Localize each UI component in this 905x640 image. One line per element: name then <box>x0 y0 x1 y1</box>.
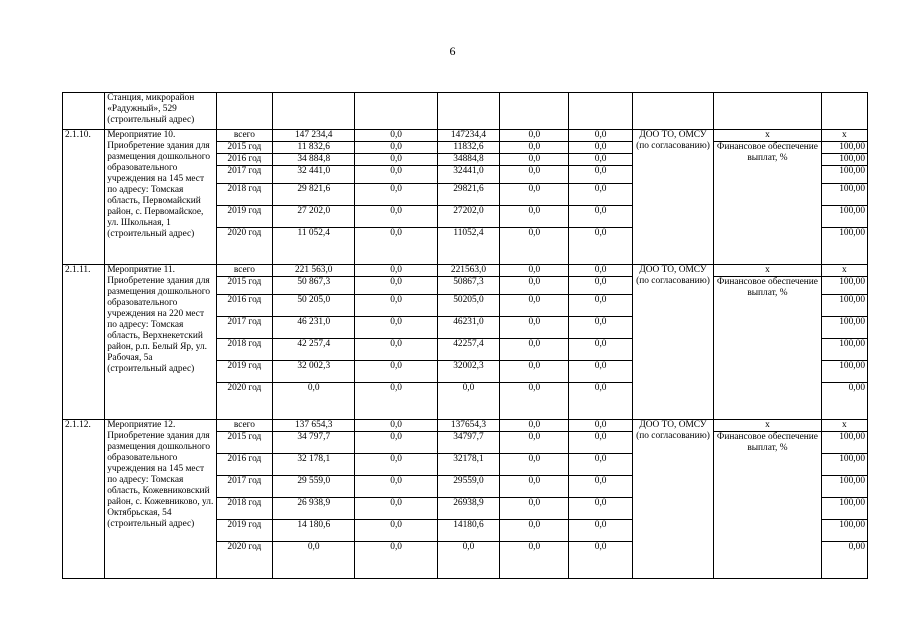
cell-total: 42 257,4 <box>273 339 355 361</box>
cell-col1: 0,0 <box>355 542 437 579</box>
cell-description: Мероприятие 10. Приобретение здания для размещения дошкольного образовательного учреждения на 145 мест по адресу: Томская область, Первомайский район, с. Первомайское, ул. Школьная, 1 (строительный адрес) <box>105 130 217 265</box>
cell-period: 2020 год <box>216 542 272 579</box>
cell-indicator-name: Финансовое обеспечение выплат, % <box>714 432 822 579</box>
cell-value: 100,00 <box>821 498 867 520</box>
cell-total: 32 178,1 <box>273 454 355 476</box>
cell-value: 100,00 <box>821 277 867 295</box>
cell-col1: 0,0 <box>355 228 437 265</box>
cell-total: 46 231,0 <box>273 317 355 339</box>
cell-col4: 0,0 <box>569 154 632 166</box>
cell-period: 2020 год <box>216 383 272 420</box>
cell-indicator-top: x <box>714 265 822 277</box>
cell-period: 2015 год <box>216 142 272 154</box>
cell-value: 100,00 <box>821 184 867 206</box>
page-number: 6 <box>449 44 456 58</box>
cell-col4: 0,0 <box>569 454 632 476</box>
cell-period: 2017 год <box>216 476 272 498</box>
cell-period: всего <box>216 265 272 277</box>
cell-period: 2019 год <box>216 206 272 228</box>
cell-value: 100,00 <box>821 154 867 166</box>
cell-description: Мероприятие 11. Приобретение здания для размещения дошкольного образовательного учреждения на 220 мест по адресу: Томская область, Верхнекетский район, р.п. Белый Яр, ул. Рабочая, 5а (строительный адрес) <box>105 265 217 420</box>
cell-period: 2019 год <box>216 361 272 383</box>
cell-col4: 0,0 <box>569 432 632 454</box>
cell-total: 14 180,6 <box>273 520 355 542</box>
cell-col2: 27202,0 <box>437 206 499 228</box>
cell-num: 2.1.12. <box>63 420 105 579</box>
cell-col4: 0,0 <box>569 130 632 142</box>
cell-col4: 0,0 <box>569 277 632 295</box>
table-body <box>63 93 868 579</box>
cell-total: 137 654,3 <box>273 420 355 432</box>
cell-col3: 0,0 <box>500 432 569 454</box>
cell-period: 2016 год <box>216 154 272 166</box>
cell-total: 29 559,0 <box>273 476 355 498</box>
cell-col3: 0,0 <box>500 476 569 498</box>
cell-description: Мероприятие 12. Приобретение здания для размещения дошкольного образовательного учреждения на 145 мест по адресу: Томская область, Кожевниковский район, с. Кожевниково, ул. Октябрьская, 54 (строительный адрес) <box>105 420 217 579</box>
cell-col4: 0,0 <box>569 295 632 317</box>
cell-total: 221 563,0 <box>273 265 355 277</box>
cell-col3: 0,0 <box>500 184 569 206</box>
cell-period: 2018 год <box>216 184 272 206</box>
carryover-row <box>63 93 868 130</box>
cell-num <box>63 93 105 130</box>
cell-period: 2016 год <box>216 454 272 476</box>
table-row <box>63 130 868 142</box>
cell-col2: 11832,6 <box>437 142 499 154</box>
cell-total: 32 441,0 <box>273 166 355 184</box>
cell-num: 2.1.11. <box>63 265 105 420</box>
cell-period: 2020 год <box>216 228 272 265</box>
cell-col4: 0,0 <box>569 383 632 420</box>
cell-col3: 0,0 <box>500 498 569 520</box>
cell-col2: 11052,4 <box>437 228 499 265</box>
cell-col3: 0,0 <box>500 317 569 339</box>
cell-col2: 34884,8 <box>437 154 499 166</box>
cell-period: 2016 год <box>216 295 272 317</box>
cell-executor: ДОО ТО, ОМСУ (по согласованию) <box>632 420 713 579</box>
cell-col1: 0,0 <box>355 154 437 166</box>
cell-col3: 0,0 <box>500 277 569 295</box>
cell-col3: 0,0 <box>500 454 569 476</box>
cell-col2: 50205,0 <box>437 295 499 317</box>
cell-col2: 32441,0 <box>437 166 499 184</box>
cell-col1: 0,0 <box>355 265 437 277</box>
cell-total: 0,0 <box>273 542 355 579</box>
cell-value: x <box>821 265 867 277</box>
cell-col2: 29821,6 <box>437 184 499 206</box>
cell-col4: 0,0 <box>569 361 632 383</box>
cell-period: 2017 год <box>216 317 272 339</box>
cell-value: 100,00 <box>821 339 867 361</box>
cell-period: 2015 год <box>216 432 272 454</box>
cell-col4: 0,0 <box>569 206 632 228</box>
cell-value: 100,00 <box>821 520 867 542</box>
cell-total: 29 821,6 <box>273 184 355 206</box>
cell-col3: 0,0 <box>500 361 569 383</box>
cell-col1: 0,0 <box>355 166 437 184</box>
cell-col2: 0,0 <box>437 542 499 579</box>
cell-col1: 0,0 <box>355 206 437 228</box>
cell-col3: 0,0 <box>500 154 569 166</box>
cell-value: 100,00 <box>821 361 867 383</box>
carryover-description: Станция, микрорайон «Радужный», 529 (строительный адрес) <box>105 93 217 130</box>
cell-total: 147 234,4 <box>273 130 355 142</box>
table-row <box>63 265 868 277</box>
cell-total: 11 052,4 <box>273 228 355 265</box>
cell-col4: 0,0 <box>569 520 632 542</box>
cell-indicator-top: x <box>714 420 822 432</box>
cell-col3: 0,0 <box>500 295 569 317</box>
cell-col4: 0,0 <box>569 317 632 339</box>
cell-col3: 0,0 <box>500 265 569 277</box>
cell-col3: 0,0 <box>500 166 569 184</box>
cell-col2: 32178,1 <box>437 454 499 476</box>
cell-col3: 0,0 <box>500 542 569 579</box>
cell-value: 100,00 <box>821 476 867 498</box>
cell-value: 100,00 <box>821 432 867 454</box>
cell-period: 2017 год <box>216 166 272 184</box>
cell-executor: ДОО ТО, ОМСУ (по согласованию) <box>632 130 713 265</box>
cell-col1: 0,0 <box>355 339 437 361</box>
cell-col2: 14180,6 <box>437 520 499 542</box>
cell-col2: 26938,9 <box>437 498 499 520</box>
cell-col2: 42257,4 <box>437 339 499 361</box>
cell-col3: 0,0 <box>500 228 569 265</box>
cell-total: 32 002,3 <box>273 361 355 383</box>
cell-period: 2019 год <box>216 520 272 542</box>
cell-col2: 50867,3 <box>437 277 499 295</box>
cell-indicator-top: x <box>714 130 822 142</box>
cell-total: 50 205,0 <box>273 295 355 317</box>
cell-total: 50 867,3 <box>273 277 355 295</box>
cell-executor: ДОО ТО, ОМСУ (по согласованию) <box>632 265 713 420</box>
cell-col1: 0,0 <box>355 184 437 206</box>
cell-period: 2015 год <box>216 277 272 295</box>
cell-col2: 46231,0 <box>437 317 499 339</box>
cell-value: 100,00 <box>821 206 867 228</box>
cell-col2: 147234,4 <box>437 130 499 142</box>
cell-col4: 0,0 <box>569 142 632 154</box>
cell-col4: 0,0 <box>569 420 632 432</box>
cell-col3: 0,0 <box>500 142 569 154</box>
cell-col1: 0,0 <box>355 420 437 432</box>
cell-total: 34 884,8 <box>273 154 355 166</box>
cell-value: 100,00 <box>821 166 867 184</box>
cell-value: 100,00 <box>821 228 867 265</box>
cell-col4: 0,0 <box>569 228 632 265</box>
cell-period: всего <box>216 130 272 142</box>
cell-col4: 0,0 <box>569 265 632 277</box>
cell-value: 100,00 <box>821 317 867 339</box>
cell-col2: 221563,0 <box>437 265 499 277</box>
cell-col1: 0,0 <box>355 432 437 454</box>
cell-col4: 0,0 <box>569 166 632 184</box>
cell-col1: 0,0 <box>355 277 437 295</box>
cell-value: 0,00 <box>821 383 867 420</box>
cell-col2: 137654,3 <box>437 420 499 432</box>
cell-total: 11 832,6 <box>273 142 355 154</box>
cell-col1: 0,0 <box>355 383 437 420</box>
cell-col2: 29559,0 <box>437 476 499 498</box>
cell-total: 26 938,9 <box>273 498 355 520</box>
cell-col3: 0,0 <box>500 130 569 142</box>
cell-value: 0,00 <box>821 542 867 579</box>
cell-col3: 0,0 <box>500 383 569 420</box>
table-row <box>63 420 868 432</box>
cell-col1: 0,0 <box>355 498 437 520</box>
cell-col2: 34797,7 <box>437 432 499 454</box>
cell-col1: 0,0 <box>355 361 437 383</box>
cell-total: 27 202,0 <box>273 206 355 228</box>
cell-period: всего <box>216 420 272 432</box>
cell-col1: 0,0 <box>355 520 437 542</box>
cell-col4: 0,0 <box>569 498 632 520</box>
cell-col2: 0,0 <box>437 383 499 420</box>
cell-period: 2018 год <box>216 498 272 520</box>
cell-col4: 0,0 <box>569 542 632 579</box>
cell-col2: 32002,3 <box>437 361 499 383</box>
cell-value: 100,00 <box>821 142 867 154</box>
cell-col1: 0,0 <box>355 317 437 339</box>
cell-value: x <box>821 130 867 142</box>
cell-indicator-name: Финансовое обеспечение выплат, % <box>714 142 822 265</box>
cell-col4: 0,0 <box>569 339 632 361</box>
cell-period: 2018 год <box>216 339 272 361</box>
cell-value: 100,00 <box>821 454 867 476</box>
cell-col1: 0,0 <box>355 130 437 142</box>
cell-col1: 0,0 <box>355 476 437 498</box>
cell-col1: 0,0 <box>355 295 437 317</box>
cell-value: 100,00 <box>821 295 867 317</box>
cell-total: 0,0 <box>273 383 355 420</box>
cell-col4: 0,0 <box>569 476 632 498</box>
cell-col3: 0,0 <box>500 520 569 542</box>
cell-value: x <box>821 420 867 432</box>
cell-col3: 0,0 <box>500 206 569 228</box>
program-table <box>62 92 868 579</box>
cell-col1: 0,0 <box>355 454 437 476</box>
cell-col3: 0,0 <box>500 420 569 432</box>
cell-indicator-name: Финансовое обеспечение выплат, % <box>714 277 822 420</box>
cell-num: 2.1.10. <box>63 130 105 265</box>
cell-col4: 0,0 <box>569 184 632 206</box>
cell-total: 34 797,7 <box>273 432 355 454</box>
cell-col3: 0,0 <box>500 339 569 361</box>
cell-col1: 0,0 <box>355 142 437 154</box>
